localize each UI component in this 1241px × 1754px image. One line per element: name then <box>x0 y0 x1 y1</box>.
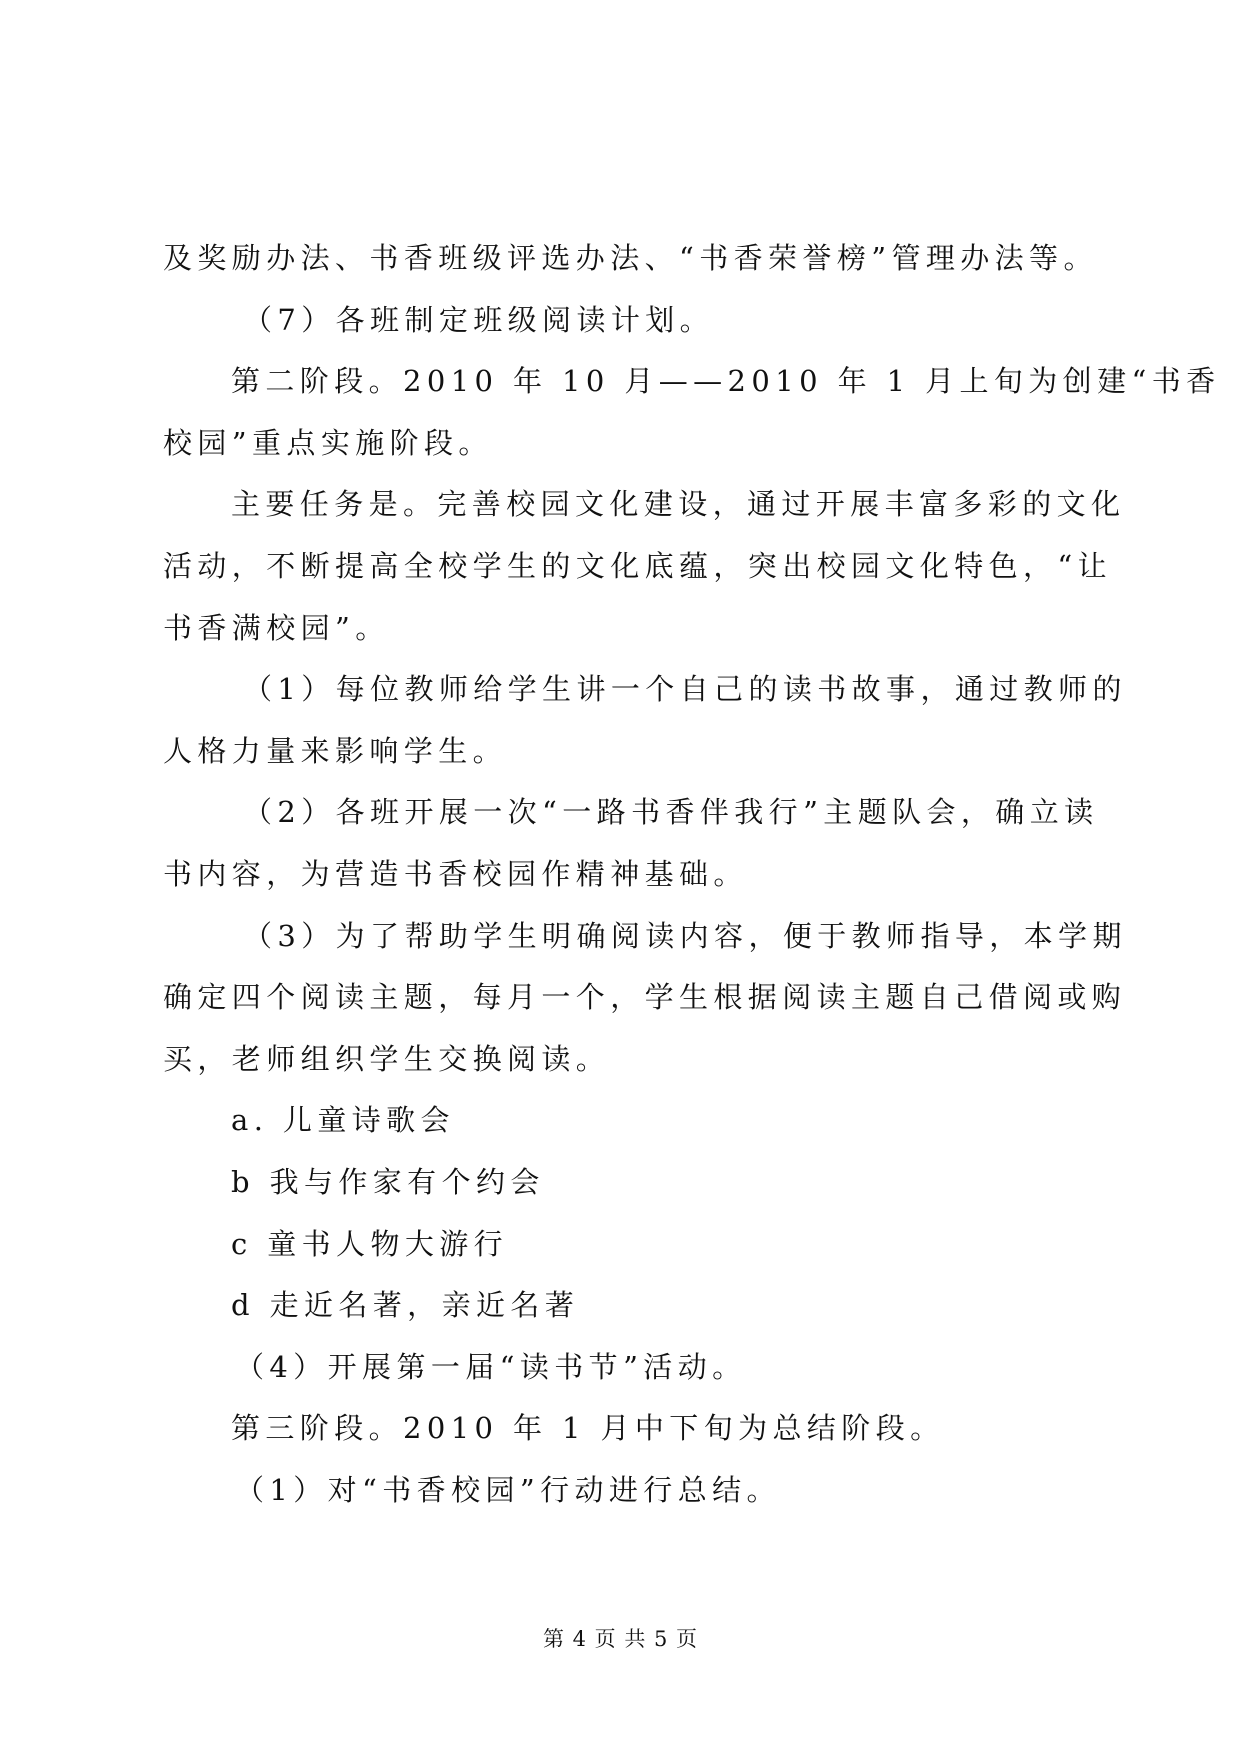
paragraph-line: 校园”重点实施阶段。 <box>163 425 493 460</box>
paragraph-line: 书香满校园”。 <box>163 610 390 645</box>
list-item-line: （2）各班开展一次“一路书香伴我行”主题队会，确立读 <box>243 795 1099 830</box>
paragraph-line: 第三阶段。2010 年 1 月中下旬为总结阶段。 <box>231 1411 945 1446</box>
page-footer <box>0 1627 1241 1651</box>
paragraph-line: 活动，不断提高全校学生的文化底蕴，突出校园文化特色，“让 <box>163 548 1113 583</box>
paragraph-line: 买，老师组织学生交换阅读。 <box>163 1041 611 1076</box>
paragraph-line: 第二阶段。2010 年 10 月——2010 年 1 月上旬为创建“书香 <box>231 364 1221 399</box>
paragraph-line: 书内容，为营造书香校园作精神基础。 <box>163 856 748 891</box>
paragraph-line: 主要任务是。完善校园文化建设，通过开展丰富多彩的文化 <box>231 487 1126 522</box>
paragraph-line: 人格力量来影响学生。 <box>163 733 508 768</box>
list-item-line: （1）对“书香校园”行动进行总结。 <box>235 1472 781 1507</box>
page-number-label: 第 4 页 共 5 页 <box>542 1627 699 1651</box>
list-item-line: d 走近名著，亲近名著 <box>231 1288 580 1323</box>
document-body <box>163 228 1221 1521</box>
list-item-line: （4）开展第一届“读书节”活动。 <box>235 1349 747 1384</box>
paragraph-line: 及奖励办法、书香班级评选办法、“书香荣誉榜”管理办法等。 <box>163 241 1098 275</box>
list-item-line: a. 儿童诗歌会 <box>231 1103 455 1138</box>
list-item-line: b 我与作家有个约会 <box>231 1164 545 1199</box>
paragraph-line: 确定四个阅读主题，每月一个，学生根据阅读主题自己借阅或购 <box>163 980 1127 1015</box>
list-item-line: （7）各班制定班级阅读计划。 <box>243 302 715 337</box>
list-item-line: （1）每位教师给学生讲一个自己的读书故事，通过教师的 <box>243 672 1127 707</box>
list-item-line: c 童书人物大游行 <box>231 1226 509 1261</box>
list-item-line: （3）为了帮助学生明确阅读内容，便于教师指导，本学期 <box>243 918 1127 953</box>
